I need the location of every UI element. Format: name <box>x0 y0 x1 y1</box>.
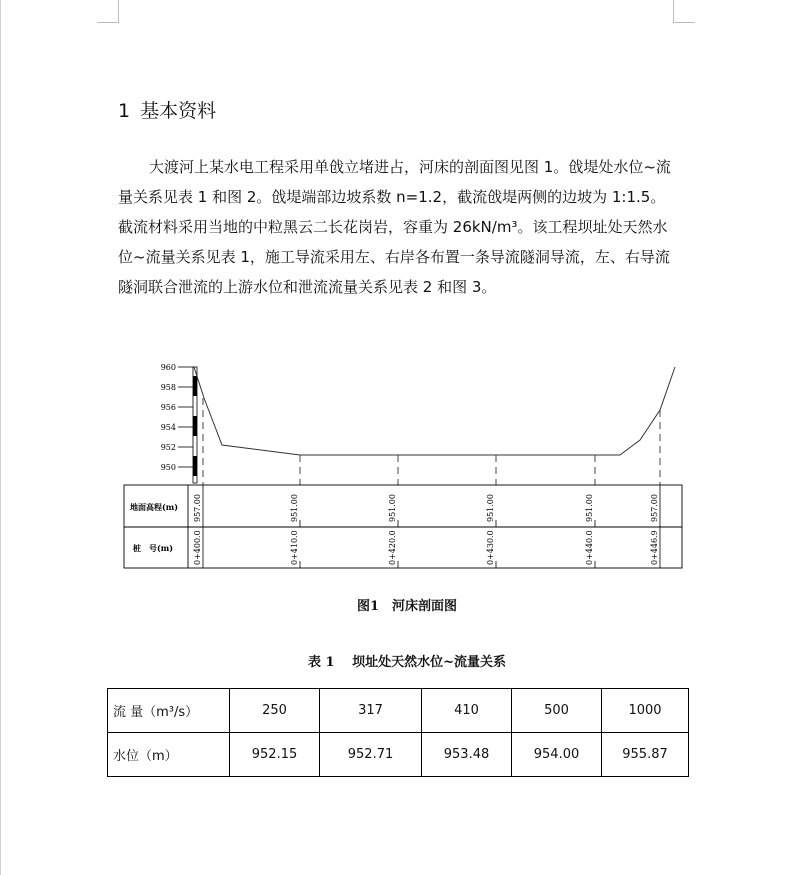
paragraph-text: 大渡河上某水电工程采用单戗立堵进占，河床的剖面图见图 1。戗堤处水位~流量关系见表 1 和图 2。戗堤端部边坡系数 n=1.2，截流戗堤两侧的边坡为 1:1.5。截流材料采用当地的中粒黑云二长花岗岩，容重为 26kN/m³。该工程坝址处天然水位~流量关系见表 1，施工导流采用左、右岸各布置一条导流隧洞导流，左、右导流隧洞联合泄流的上游水位和泄流流量关系见表 2 和图 3。 <box>118 158 671 296</box>
y-tick-952: 952 <box>160 443 176 452</box>
row-header-discharge: 流 量（m³/s） <box>108 689 230 733</box>
row-label-elevation: 地面高程(m) <box>130 502 179 512</box>
section-number: 1 <box>118 100 131 122</box>
table-cell: 952.15 <box>230 733 320 777</box>
elevation-value: 951.00 <box>585 494 594 522</box>
elevation-value: 957.00 <box>650 494 659 522</box>
y-tick-956: 956 <box>160 403 176 412</box>
table-cell: 953.48 <box>422 733 512 777</box>
station-values <box>193 530 659 565</box>
station-value: 0+446.9 <box>650 530 659 565</box>
station-value: 0+440.0 <box>585 530 594 565</box>
table-cell: 500 <box>512 689 602 733</box>
elevation-value: 957.00 <box>193 494 202 522</box>
y-tick-958: 958 <box>160 383 176 392</box>
table-cell: 955.87 <box>602 733 689 777</box>
table-row <box>108 733 689 777</box>
elevation-value: 951.00 <box>486 494 495 522</box>
profile-data-table <box>124 485 682 568</box>
table-cell: 954.00 <box>512 733 602 777</box>
station-value: 0+410.0 <box>290 530 299 565</box>
y-tick-marks <box>178 367 193 467</box>
y-tick-954: 954 <box>160 423 176 432</box>
row-label-station: 桩 号(m) <box>133 543 174 553</box>
y-tick-950: 950 <box>160 463 176 472</box>
station-value: 0+430.0 <box>486 530 495 565</box>
elevation-value: 951.00 <box>388 494 397 522</box>
elevation-value: 951.00 <box>290 494 299 522</box>
river-bed-profile-line <box>194 367 675 455</box>
station-value: 0+400.0 <box>193 530 202 565</box>
table-cell: 317 <box>320 689 422 733</box>
elevation-values <box>193 494 659 522</box>
stage-discharge-table <box>107 688 689 777</box>
table-row <box>108 689 689 733</box>
y-axis <box>193 367 197 483</box>
table-cell: 250 <box>230 689 320 733</box>
table-cell: 952.71 <box>320 733 422 777</box>
y-tick-960: 960 <box>160 363 176 372</box>
table-cell: 410 <box>422 689 512 733</box>
y-tick-labels <box>161 363 176 472</box>
station-dashed-lines <box>203 398 660 485</box>
section-title: 基本资料 <box>140 100 217 122</box>
table-cell: 1000 <box>602 689 689 733</box>
table-caption: 表 1 坝址处天然水位~流量关系 <box>308 655 506 670</box>
station-value: 0+420.0 <box>388 530 397 565</box>
row-header-water-level: 水位（m） <box>108 733 230 777</box>
figure-caption: 图1 河床剖面图 <box>357 599 458 614</box>
